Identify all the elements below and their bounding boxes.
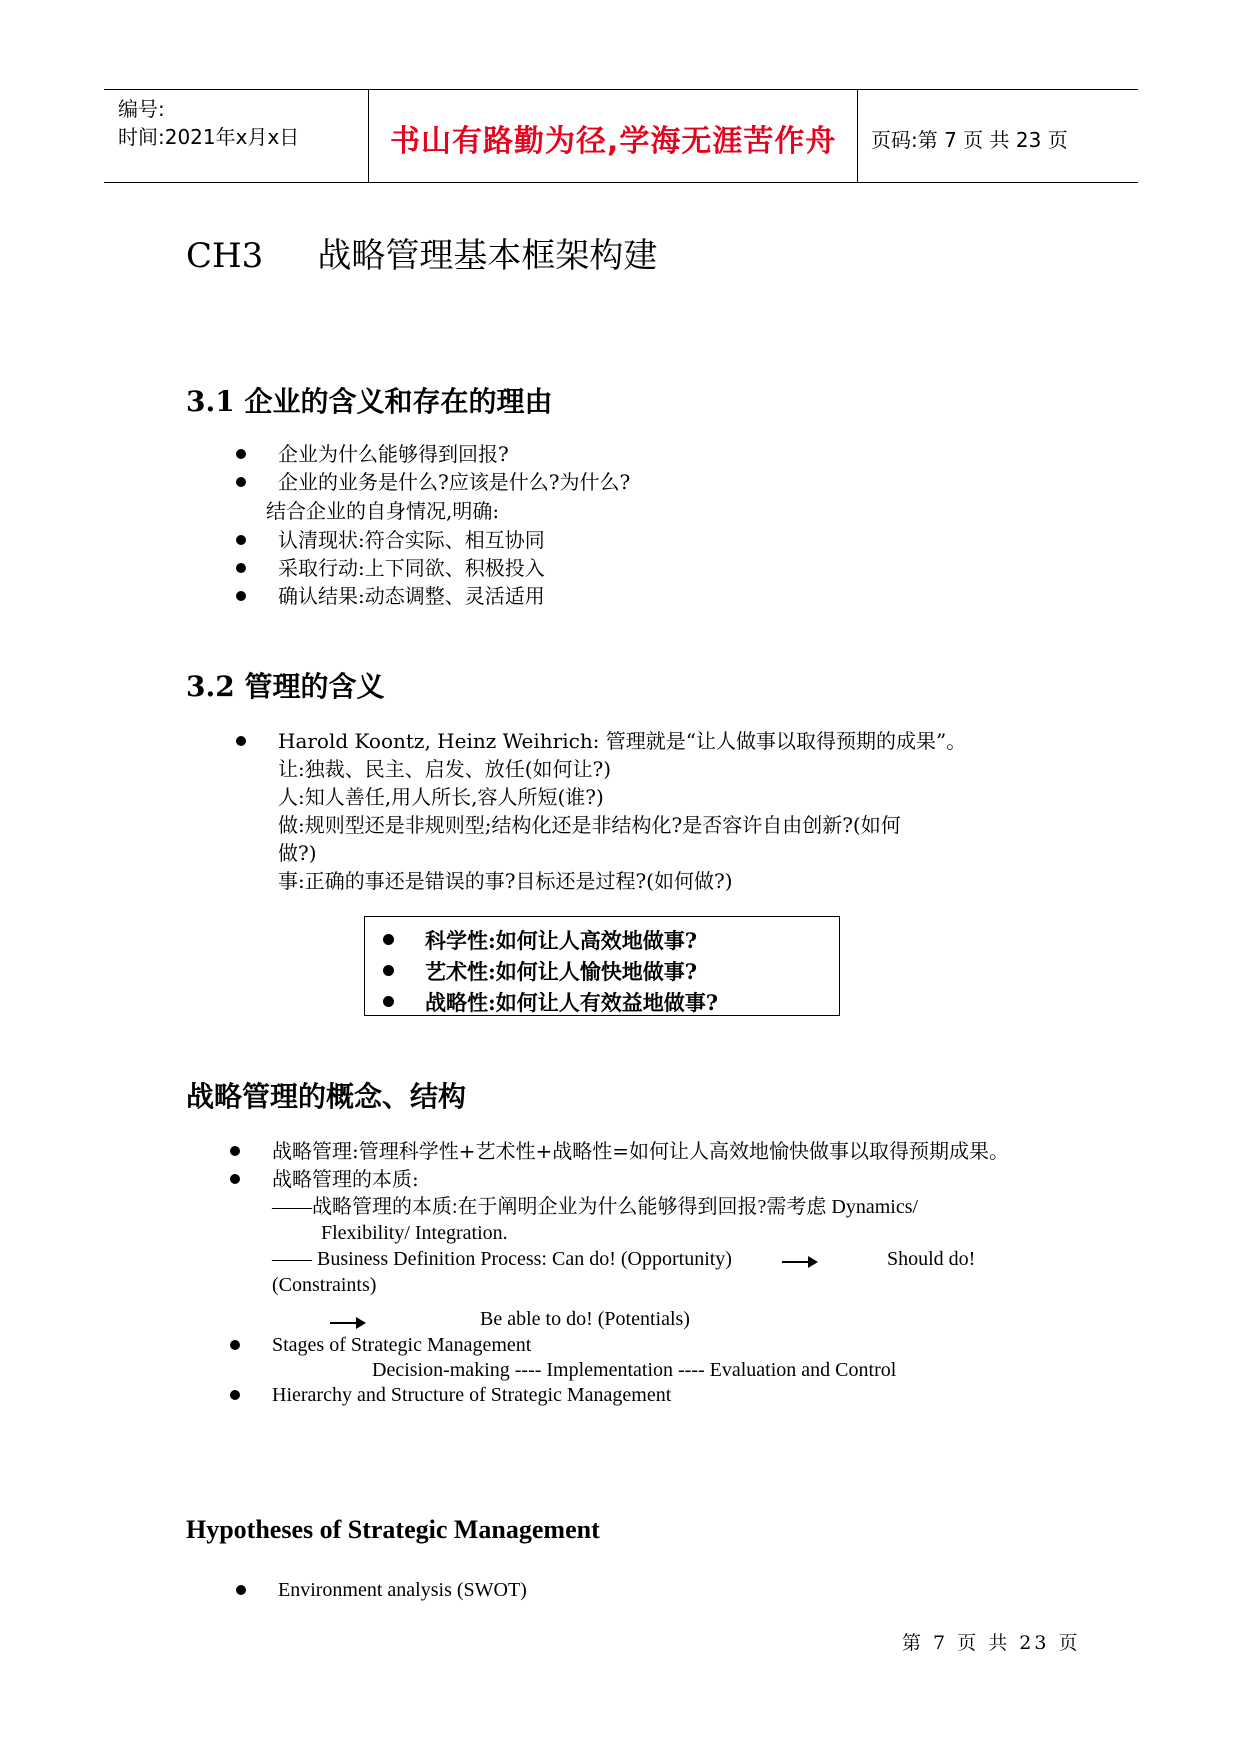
arrow-right-icon [782,1261,816,1263]
list-item: Stages of Strategic Management [272,1334,532,1356]
bullet-icon [383,965,394,976]
list-item: Hierarchy and Structure of Strategic Management [272,1384,672,1406]
header-motto: 书山有路勤为径,学海无涯苦作舟 [390,124,837,159]
text-line: 让:独裁、民主、启发、放任(如何让?) [278,757,612,781]
list-item: 战略管理的本质: [272,1167,419,1191]
text-line: (Constraints) [272,1274,377,1296]
text-line: —— Business Definition Process: Can do! (Opportunity) [272,1248,732,1270]
bullet-icon [236,736,246,746]
header-separator-right [857,89,858,183]
list-item: 战略管理:管理科学性+艺术性+战略性=如何让人高效地愉快做事以取得预期成果。 [272,1139,1010,1163]
list-item: Environment analysis (SWOT) [278,1579,527,1601]
list-item: 采取行动:上下同欲、积极投入 [278,556,545,580]
bullet-icon [230,1174,240,1184]
section-hypotheses-title: Hypotheses of Strategic Management [186,1515,600,1544]
box-item: 艺术性:如何让人愉快地做事? [425,959,698,984]
bullet-icon [236,449,246,459]
intro-text: 结合企业的自身情况,明确: [266,499,500,523]
bullet-icon [236,1585,246,1595]
text-line: 做?) [278,841,317,865]
list-item: Harold Koontz, Heinz Weihrich: 管理就是“让人做事以取得预期的成果”。 [278,729,967,753]
bullet-icon [230,1340,240,1350]
section-concept-title: 战略管理的概念、结构 [186,1080,467,1113]
header-number-label: 编号: [118,97,165,121]
text-line: Be able to do! (Potentials) [480,1308,690,1330]
section-3-2-title: 3.2 管理的含义 [186,670,385,703]
box-item: 战略性:如何让人有效益地做事? [425,990,719,1015]
page-footer: 第 7 页 共 23 页 [902,1632,1081,1654]
box-item: 科学性:如何让人高效地做事? [425,928,698,953]
header-bottom-rule [104,182,1138,183]
list-item: 企业的业务是什么?应该是什么?为什么? [278,470,631,494]
chapter-title: CH3 战略管理基本框架构建 [186,236,658,276]
text-line: 事:正确的事还是错误的事?目标还是过程?(如何做?) [278,869,733,893]
header-top-rule [104,89,1138,90]
header-time-label: 时间:2021年x月x日 [118,125,300,149]
list-item: 认清现状:符合实际、相互协同 [278,528,545,552]
text-line: Should do! [887,1248,976,1270]
section-3-1-title: 3.1 企业的含义和存在的理由 [186,385,553,418]
header-separator-left [368,89,369,183]
text-line: 做:规则型还是非规则型;结构化还是非结构化?是否容许自由创新?(如何 [278,813,901,837]
bullet-icon [383,934,394,945]
header-page-info: 页码:第 7 页 共 23 页 [871,128,1068,152]
bullet-icon [230,1390,240,1400]
text-line: 人:知人善任,用人所长,容人所短(谁?) [278,785,604,809]
list-item: 确认结果:动态调整、灵活适用 [278,584,545,608]
bullet-icon [383,996,394,1007]
arrow-right-icon [330,1322,364,1324]
bullet-icon [236,591,246,601]
text-line: Decision-making ---- Implementation ---- Evaluation and Control [372,1359,897,1381]
bullet-icon [236,477,246,487]
list-item: 企业为什么能够得到回报? [278,442,509,466]
highlight-box [364,916,840,1016]
text-line: ——战略管理的本质:在于阐明企业为什么能够得到回报?需考虑 Dynamics/ [272,1196,919,1218]
text-line: Flexibility/ Integration. [321,1222,508,1244]
bullet-icon [236,535,246,545]
bullet-icon [230,1146,240,1156]
bullet-icon [236,563,246,573]
